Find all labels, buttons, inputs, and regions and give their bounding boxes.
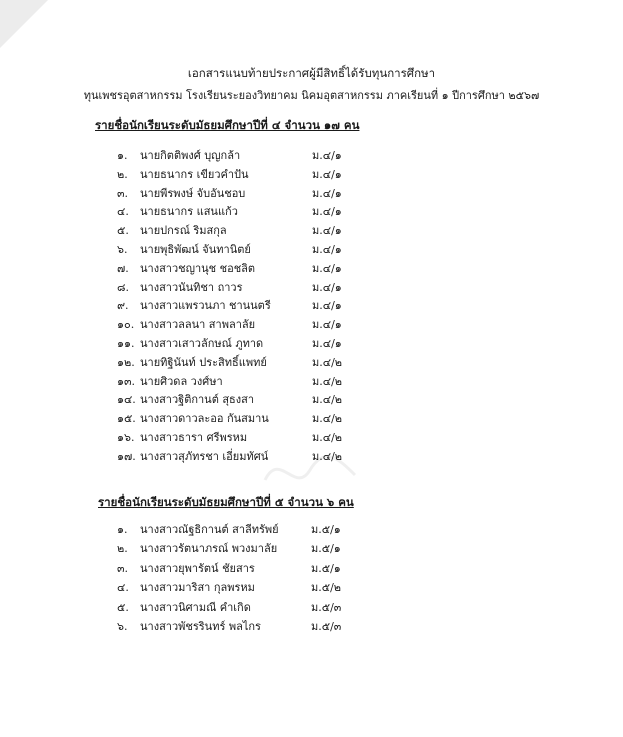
student-name: นายปกรณ์ ริมสกุล: [140, 224, 227, 238]
student-class: ม.๔/๑: [312, 186, 342, 200]
list-item: [0, 598, 623, 617]
student-number: ๑๗.: [117, 449, 136, 463]
student-name: นางสาวณัฐธิกานต์ สาลีทรัพย์: [140, 523, 279, 536]
student-class: ม.๔/๒: [312, 355, 343, 369]
list-item: [0, 372, 623, 391]
student-number: ๑๔.: [117, 393, 136, 407]
student-class: ม.๔/๑: [312, 224, 342, 238]
student-number: ๑๓.: [117, 374, 135, 388]
list-item: [0, 520, 623, 539]
student-number: ๘.: [117, 280, 129, 294]
student-class: ม.๔/๒: [312, 374, 343, 388]
student-class: ม.๕/๑: [311, 523, 341, 536]
student-class: ม.๔/๒: [312, 430, 343, 444]
student-list-grade4: [0, 146, 623, 466]
student-name: นางสาวมาริสา กุลพรหม: [140, 581, 255, 595]
student-class: ม.๔/๒: [312, 393, 343, 407]
student-name: นางสาวพัชรรินทร์ พลไกร: [140, 619, 261, 633]
student-number: ๙.: [117, 299, 129, 313]
student-class: ม.๕/๓: [311, 619, 342, 633]
student-name: นายพุธิพัฒน์ จันทานิตย์: [140, 242, 251, 256]
student-class: ม.๔/๑: [312, 205, 342, 219]
student-class: ม.๔/๑: [312, 167, 342, 181]
list-item: [0, 165, 623, 184]
list-item: [0, 240, 623, 259]
list-item: [0, 539, 623, 558]
student-number: ๑.: [117, 149, 128, 162]
faint-signature-mark: [255, 440, 365, 500]
list-item: [0, 390, 623, 409]
student-name: นางสาวยุพารัตน์ ชัยสาร: [140, 561, 255, 575]
student-class: ม.๔/๑: [312, 299, 342, 313]
student-number: ๓.: [117, 561, 129, 575]
student-class: ม.๔/๒: [312, 449, 343, 463]
student-number: ๑.: [117, 523, 128, 536]
student-number: ๓.: [117, 186, 129, 200]
list-item: [0, 353, 623, 372]
section-heading-grade4: รายชื่อนักเรียนระดับมัธยมศึกษาปีที่ ๔ จำนวน ๑๗ คน: [95, 118, 360, 132]
student-class: ม.๕/๑: [311, 561, 341, 575]
student-number: ๔.: [117, 205, 129, 219]
student-class: ม.๔/๑: [312, 149, 342, 162]
student-number: ๑๕.: [117, 412, 136, 426]
student-name: นายธนากร เขียวคำปัน: [140, 167, 249, 181]
student-number: ๖.: [117, 242, 128, 256]
student-name: นางสาวนิศามณี คำเกิด: [140, 600, 251, 614]
list-item: [0, 296, 623, 315]
student-number: ๑๑.: [117, 336, 135, 350]
student-class: ม.๔/๑: [312, 261, 342, 275]
section-heading-grade5: รายชื่อนักเรียนระดับมัธยมศึกษาปีที่ ๕ จำนวน ๖ คน: [98, 495, 354, 509]
student-class: ม.๔/๑: [312, 242, 342, 256]
list-item: [0, 146, 623, 165]
list-item: [0, 259, 623, 278]
list-item: [0, 202, 623, 221]
student-number: ๗.: [117, 261, 129, 275]
student-class: ม.๔/๒: [312, 412, 343, 426]
student-number: ๑๖.: [117, 430, 135, 444]
list-item: [0, 578, 623, 597]
student-number: ๕.: [117, 224, 129, 238]
list-item: [0, 315, 623, 334]
student-name: นายศิวดล วงศ์ษา: [140, 374, 223, 388]
student-name: นางสาวชญานุช ชอชลิต: [140, 261, 256, 275]
list-item: [0, 617, 623, 636]
student-class: ม.๔/๑: [312, 280, 342, 294]
page-corner-shadow: [0, 0, 48, 48]
list-item: [0, 278, 623, 297]
student-class: ม.๕/๑: [311, 542, 341, 556]
student-name: นายธนากร แสนแก้ว: [140, 205, 238, 219]
document-subtitle: ทุนเพชรอุตสาหกรรม โรงเรียนระยองวิทยาคม นิคมอุตสาหกรรม ภาคเรียนที่ ๑ ปีการศึกษา ๒๕๖๗: [83, 89, 540, 102]
student-name: นางสาวสุภัทรชา เอี่ยมทัศน์: [140, 449, 269, 463]
student-name: นางสาวฐิติกานต์ สุธงสา: [140, 393, 255, 407]
student-name: นางสาวแพรวนภา ชานนตรี: [140, 299, 271, 313]
list-item: [0, 221, 623, 240]
student-number: ๖.: [117, 619, 128, 633]
student-name: นางสาวเสาวลักษณ์ ภูทาด: [140, 336, 264, 350]
student-list-grade5: [0, 520, 623, 636]
document-title: เอกสารแนบท้ายประกาศผู้มีสิทธิ์ได้รับทุนการศึกษา: [187, 66, 436, 80]
student-number: ๕.: [117, 600, 129, 614]
student-name: นางสาวธารา ศรีพรหม: [140, 430, 248, 444]
student-number: ๒.: [117, 167, 128, 181]
student-class: ม.๔/๑: [312, 336, 342, 350]
list-item: [0, 334, 623, 353]
list-item: [0, 184, 623, 203]
student-name: นายพีรพงษ์ จับอันชอบ: [140, 186, 246, 200]
student-number: ๑๐.: [117, 318, 135, 332]
student-name: นายทิฐินันท์ ประสิทธิ์แพทย์: [140, 355, 267, 369]
student-number: ๒.: [117, 542, 128, 556]
student-class: ม.๕/๓: [311, 600, 342, 614]
student-name: นางสาวดาวละออ กันสมาน: [140, 412, 269, 426]
student-name: นายกิตติพงศ์ บุญกล้า: [140, 149, 241, 162]
student-class: ม.๔/๑: [312, 318, 342, 332]
list-item: [0, 409, 623, 428]
student-name: นางสาวนันทิชา ถาวร: [140, 280, 243, 294]
student-name: นางสาวรัตนาภรณ์ พวงมาลัย: [140, 542, 278, 556]
student-name: นางสาวลลนา สาพลาลัย: [140, 318, 256, 332]
student-number: ๔.: [117, 581, 129, 595]
list-item: [0, 559, 623, 578]
student-number: ๑๒.: [117, 355, 135, 369]
student-class: ม.๕/๒: [311, 581, 342, 595]
